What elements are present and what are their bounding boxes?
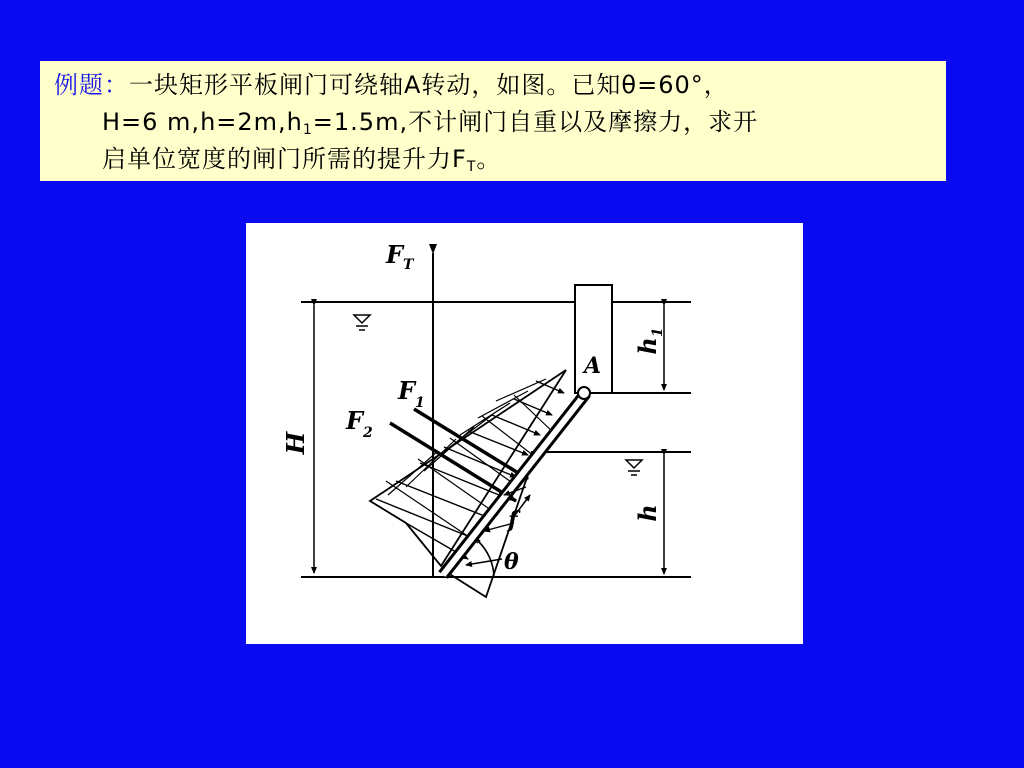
water-level-symbol-downstream — [626, 460, 642, 475]
problem-text-3-sub: T — [466, 159, 477, 175]
label-theta: θ — [504, 549, 519, 575]
problem-text-2b: =1.5m,不计闸门自重以及摩擦力，求开 — [312, 108, 759, 136]
water-level-symbol-upstream — [354, 315, 370, 330]
theta-arc — [478, 541, 494, 577]
label-ft: $F_T$ — [386, 240, 414, 273]
label-big-h — [281, 430, 310, 455]
gate-diagram — [246, 223, 803, 644]
svg-text:h: h — [633, 504, 662, 522]
gate-diagram-svg — [246, 223, 803, 644]
hinge-a — [578, 387, 590, 399]
svg-text:h1: $h_1$ — [633, 327, 666, 355]
problem-text-1: 一块矩形平板闸门可绕轴A转动，如图。已知θ=60°， — [129, 71, 729, 99]
label-small-h — [633, 504, 662, 521]
label-f1: $F_1$ — [398, 376, 425, 411]
problem-text-3a: 启单位宽度的闸门所需的提升力F — [102, 145, 467, 173]
problem-line-3 — [54, 141, 934, 178]
label-a: A — [584, 353, 602, 379]
label-h1 — [633, 327, 666, 354]
problem-text-3b: 。 — [476, 145, 502, 173]
gate-plate — [443, 393, 586, 575]
label-f2: $F_2$ — [346, 406, 373, 441]
example-label: 例题： — [54, 71, 129, 99]
problem-line-2 — [54, 104, 934, 141]
problem-text-2-sub: 1 — [302, 122, 313, 138]
problem-statement — [40, 61, 946, 181]
problem-text-2a: H=6 m,h=2m,h — [102, 108, 303, 136]
svg-text:H: H — [281, 431, 310, 455]
problem-line-1 — [54, 67, 934, 104]
label-f: f — [508, 507, 518, 533]
